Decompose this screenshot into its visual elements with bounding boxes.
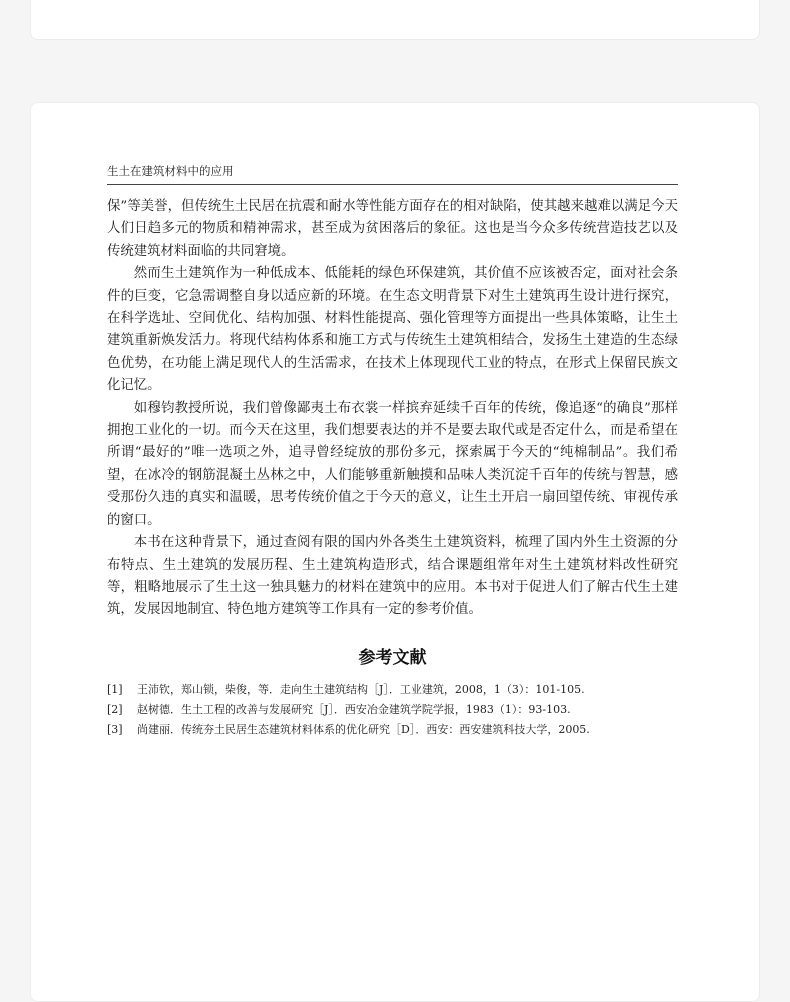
running-header-title: 生土在建筑材料中的应用 [107, 164, 234, 178]
references-list [107, 680, 678, 740]
paragraph: 本书在这种背景下，通过查阅有限的国内外各类生土建筑资料，梳理了国内外生土资源的分布特点、生土建筑的发展历程、生土建筑构造形式，结合课题组常年对生土建筑材料改性研究等，粗略地展示了生土这一独具魅力的材料在建筑中的应用。本书对于促进人们了解古代生土建筑，发展因地制宜、特色地方建筑等工作具有一定的参考价值。 [107, 535, 678, 618]
previous-page [30, 0, 760, 40]
reference-item [107, 700, 678, 720]
reference-text: 尚建丽．传统夯土民居生态建筑材料体系的优化研究［D］．西安：西安建筑科技大学，2005. [137, 723, 590, 736]
reference-item [107, 720, 678, 740]
reference-text: 赵树德．生土工程的改善与发展研究［J］．西安冶金建筑学院学报，1983（1）：93-103. [137, 703, 571, 716]
paragraph: 保”等美誉，但传统生土民居在抗震和耐水等性能方面存在的相对缺陷，使其越来越难以满足今天人们日趋多元的物质和精神需求，甚至成为贫困落后的象征。这也是当今众多传统营造技艺以及传统建筑材料面临的共同窘境。 [107, 199, 678, 259]
reference-number: [3] [107, 723, 123, 736]
reference-number: [2] [107, 703, 123, 716]
running-header [107, 162, 678, 185]
reference-number: [1] [107, 683, 123, 696]
paragraph: 如穆钧教授所说，我们曾像鄙夷土布衣裳一样摈弃延续千百年的传统，像追逐“的确良”那样拥抱工业化的一切。而今天在这里，我们想要表达的并不是要去取代或是否定什么，而是希望在所谓“最好的”唯一选项之外，追寻曾经绽放的那份多元，探索属于今天的“纯棉制品”。我们希望，在冰冷的钢筋混凝土丛林之中，人们能够重新触摸和品味人类沉淀千百年的传统与智慧，感受那份久违的真实和温暖，思考传统价值之于今天的意义，让生土开启一扇回望传统、审视传承的窗口。 [107, 400, 678, 528]
paragraph: 然而生土建筑作为一种低成本、低能耗的绿色环保建筑，其价值不应该被否定，面对社会条件的巨变，它急需调整自身以适应新的环境。在生态文明背景下对生土建筑再生设计进行探究，在科学选址、空间优化、结构加强、材料性能提高、强化管理等方面提出一些具体策略，让生土建筑重新焕发活力。将现代结构体系和施工方式与传统生土建筑相结合，发扬生土建造的生态绿色优势，在功能上满足现代人的生活需求，在技术上体现现代工业的特点，在形式上保留民族文化记忆。 [107, 266, 678, 394]
body-text [107, 196, 678, 622]
references-heading: 参考文献 [358, 648, 427, 668]
reference-text: 王沛钦，郑山锁，柴俊，等．走向生土建筑结构［J］．工业建筑，2008，1（3）：101-105. [137, 683, 585, 696]
reference-item [107, 680, 678, 700]
